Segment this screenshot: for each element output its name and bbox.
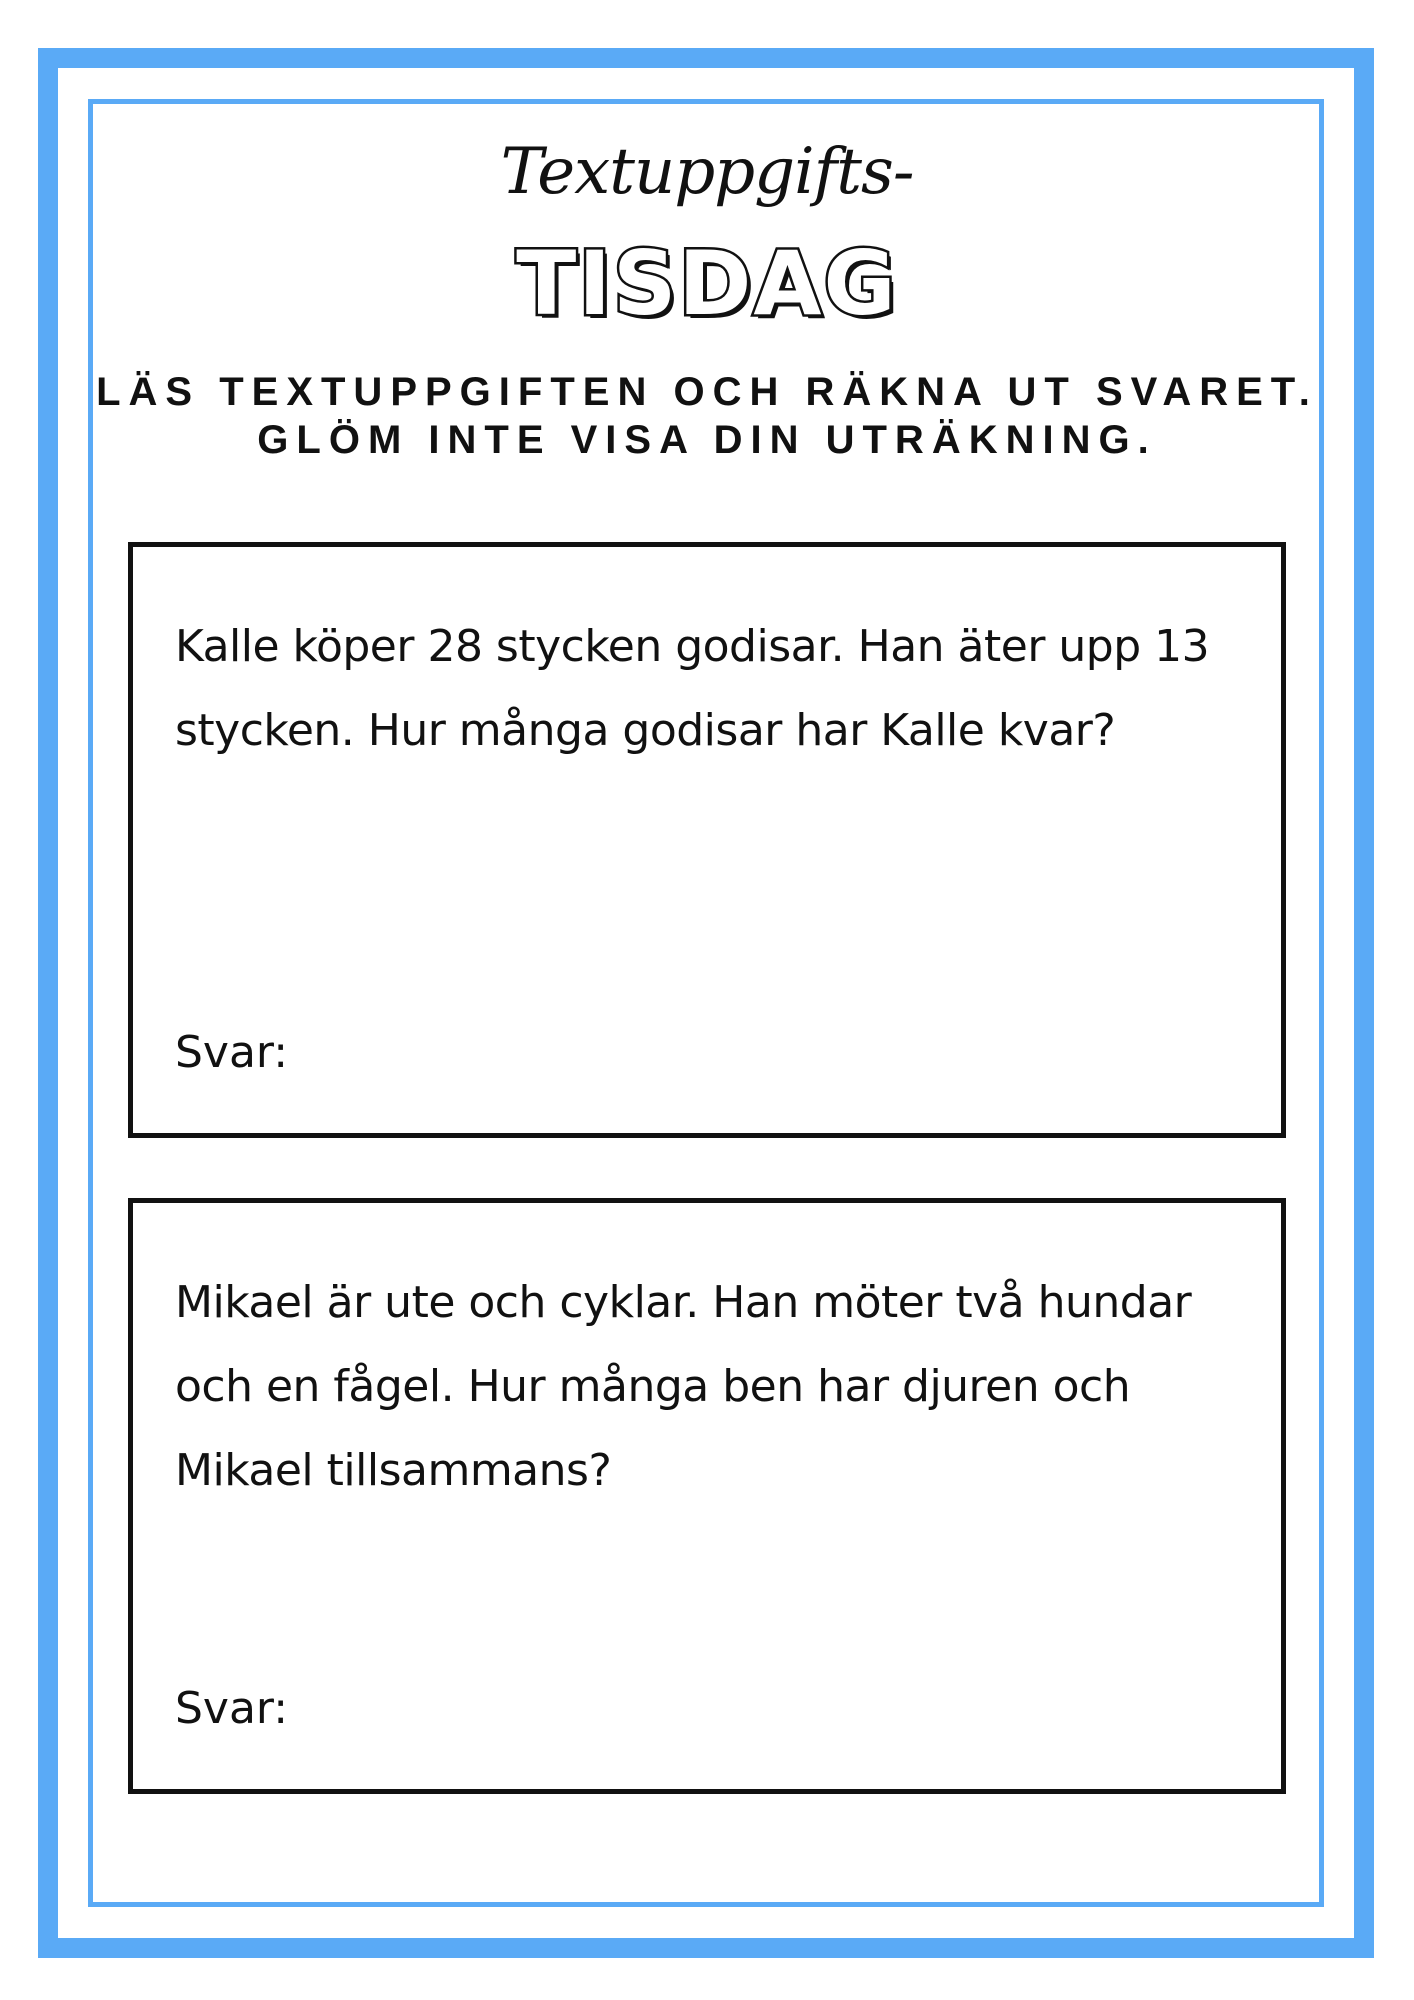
task-box-2 xyxy=(128,1198,1286,1794)
task-1-answer-label: Svar: xyxy=(175,1027,289,1078)
instructions-line-1: LÄS TEXTUPPGIFTEN OCH RÄKNA UT SVARET. xyxy=(96,370,1318,414)
main-title: TISDAG xyxy=(516,232,898,335)
instructions xyxy=(0,368,1414,464)
script-title: Textuppgifts- xyxy=(500,135,914,209)
task-box-1 xyxy=(128,542,1286,1138)
task-2-text: Mikael är ute och cyklar. Han möter två hundar och en fågel. Hur många ben har djuren och Mikael tillsammans? xyxy=(175,1277,1192,1496)
instructions-line-2: GLÖM INTE VISA DIN UTRÄKNING. xyxy=(257,418,1157,462)
task-2-answer-label: Svar: xyxy=(175,1683,289,1734)
task-1-text: Kalle köper 28 stycken godisar. Han äter upp 13 stycken. Hur många godisar har Kalle kvar? xyxy=(175,621,1210,756)
